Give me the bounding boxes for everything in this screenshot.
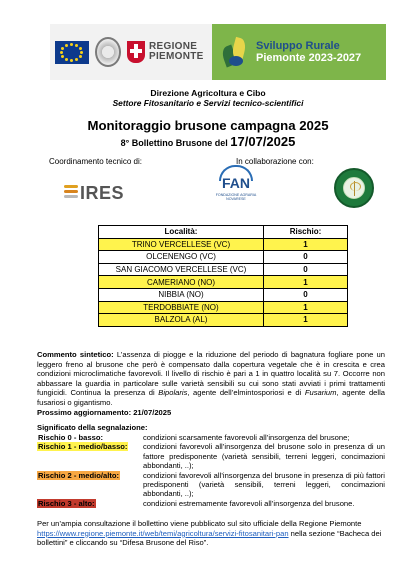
sviluppo-rurale-title: Sviluppo Rurale bbox=[256, 40, 340, 52]
cell-rischio: 0 bbox=[264, 263, 348, 276]
sviluppo-rurale-block bbox=[212, 24, 386, 80]
cell-localita: BALZOLA (AL) bbox=[99, 314, 264, 327]
footer-note bbox=[37, 519, 385, 548]
cell-localita: CAMERIANO (NO) bbox=[99, 276, 264, 289]
legend-text-rischio-2: condizioni favorevoli all’insorgenza del brusone in presenza di più fattori predisponenti (varietà sensibili, terreni leggeri, concimazioni abbondanti, ..); bbox=[143, 470, 385, 499]
regione-line-1: REGIONE bbox=[149, 41, 198, 52]
italian-republic-emblem-icon bbox=[95, 37, 121, 67]
cell-rischio: 1 bbox=[264, 238, 348, 251]
header-rischio: Rischio: bbox=[264, 226, 348, 239]
risk-table bbox=[98, 225, 348, 327]
cell-rischio: 1 bbox=[264, 276, 348, 289]
cell-rischio: 0 bbox=[264, 288, 348, 301]
regione-piemonte-logo bbox=[127, 41, 204, 63]
legend-label-rischio-1: Rischio 1 - medio/basso: bbox=[38, 442, 128, 452]
fan-logo-text: FAN bbox=[222, 175, 250, 191]
fan-logo bbox=[212, 165, 260, 213]
table-row bbox=[99, 288, 348, 301]
regione-line-2: PIEMONTE bbox=[149, 51, 204, 62]
bollettino-subtitle bbox=[0, 134, 416, 149]
cell-localita: TRINO VERCELLESE (VC) bbox=[99, 238, 264, 251]
legend-item bbox=[37, 471, 385, 499]
ires-logo-text: IRES bbox=[80, 182, 125, 203]
fan-subtitle-1: FONDAZIONE AGRARIA bbox=[215, 193, 257, 197]
header-banner bbox=[50, 24, 386, 80]
table-row bbox=[99, 314, 348, 327]
table-row bbox=[99, 251, 348, 264]
footer-text-2: nella sezione “Bacheca dei bollettini” e cliccando su “Difesa Brusone del Riso”. bbox=[37, 528, 382, 548]
commento-text-2: , agente dell’elmintosporiosi e di bbox=[187, 388, 305, 398]
sviluppo-rurale-subtitle: Piemonte 2023-2027 bbox=[256, 52, 362, 64]
cell-localita: SAN GIACOMO VERCELLESE (VC) bbox=[99, 263, 264, 276]
legend-item bbox=[37, 442, 385, 470]
table-row bbox=[99, 301, 348, 314]
legend-label-rischio-0: Rischio 0 - basso: bbox=[38, 433, 103, 442]
legend-label-rischio-3: Rischio 3 - alto: bbox=[38, 498, 95, 508]
ires-mark-icon bbox=[64, 184, 78, 202]
cell-localita: OLCENENGO (VC) bbox=[99, 251, 264, 264]
legend-item bbox=[37, 433, 385, 442]
table-row bbox=[99, 276, 348, 289]
direzione-heading: Direzione Agricoltura e Cibo bbox=[150, 88, 266, 98]
header-localita: Località: bbox=[99, 226, 264, 239]
footer-text-1: Per un’ampia consultazione il bollettino viene pubblicato sul sito ufficiale della Regione Piemonte bbox=[37, 519, 362, 528]
legend-label-rischio-2: Rischio 2 - medio/alto: bbox=[38, 470, 120, 480]
cell-rischio: 1 bbox=[264, 314, 348, 327]
sviluppo-rurale-logo-icon bbox=[220, 34, 250, 70]
legend-text-rischio-3: condizioni estremamente favorevoli all’insorgenza del brusone. bbox=[143, 498, 355, 508]
risk-legend bbox=[37, 433, 385, 508]
coordinamento-label: Coordinamento tecnico di: bbox=[49, 157, 142, 166]
cell-rischio: 1 bbox=[264, 301, 348, 314]
table-row bbox=[99, 238, 348, 251]
document-title: Monitoraggio brusone campagna 2025 bbox=[87, 118, 329, 133]
collaborazione-label: In collaborazione con: bbox=[236, 157, 314, 166]
table-row bbox=[99, 263, 348, 276]
legend-text-rischio-1: condizioni favorevoli all’insorgenza del brusone solo in presenza di un fattore predisponente (varietà sensibili, terreni leggeri, concimazioni abbondanti, ..); bbox=[143, 442, 385, 471]
bollettino-date: 17/07/2025 bbox=[230, 134, 296, 149]
legend-text-rischio-0: condizioni scarsamente favorevoli all’insorgenza del brusone; bbox=[143, 433, 350, 442]
commento-text-1: L’assenza di piogge e la riduzione del periodo di bagnatura fogliare pone un leggero freno al brusone che però è compensato dalla copertura vegetale che è in crescita e crea condizioni microclimatiche favorevoli. Il livello di rischio è pari a 1 in quattro località su 7. Occorre non abbassare la guardia in particolare sulle varietà sensibili su cui sono stati avviati i primi trattamenti fungicidi. Continua la presenza di bbox=[37, 350, 385, 398]
ires-logo bbox=[64, 180, 132, 206]
commento-bipolaris: Bipolaris bbox=[158, 388, 188, 398]
regione-piemonte-shield-icon bbox=[127, 41, 145, 63]
commento-sintetico bbox=[37, 350, 385, 408]
legend-item bbox=[37, 499, 385, 508]
commento-fusarium: Fusarium bbox=[304, 388, 337, 398]
eu-flag-icon bbox=[55, 41, 89, 64]
commento-label: Commento sintetico: bbox=[37, 350, 114, 359]
ente-nazionale-risi-seal-icon bbox=[334, 168, 374, 208]
commento-text-3: , agente della fusariosi o gigantismo. bbox=[37, 388, 385, 407]
footer-link[interactable]: https://www.regione.piemonte.it/web/temi/agricoltura/servizi-fitosanitari-pan bbox=[37, 528, 289, 538]
fan-subtitle-2: NOVARESE bbox=[226, 197, 246, 201]
cell-localita: NIBBIA (NO) bbox=[99, 288, 264, 301]
prossimo-aggiornamento: Prossimo aggiornamento: 21/07/2025 bbox=[37, 408, 172, 417]
cell-rischio: 0 bbox=[264, 251, 348, 264]
cell-localita: TERDOBBIATE (NO) bbox=[99, 301, 264, 314]
legend-title: Significato della segnalazione: bbox=[37, 423, 148, 432]
institution-logos bbox=[50, 24, 212, 80]
bollettino-prefix: 8° Bollettino Brusone del bbox=[120, 138, 231, 148]
settore-heading: Settore Fitosanitario e Servizi tecnico-scientifici bbox=[112, 98, 304, 108]
